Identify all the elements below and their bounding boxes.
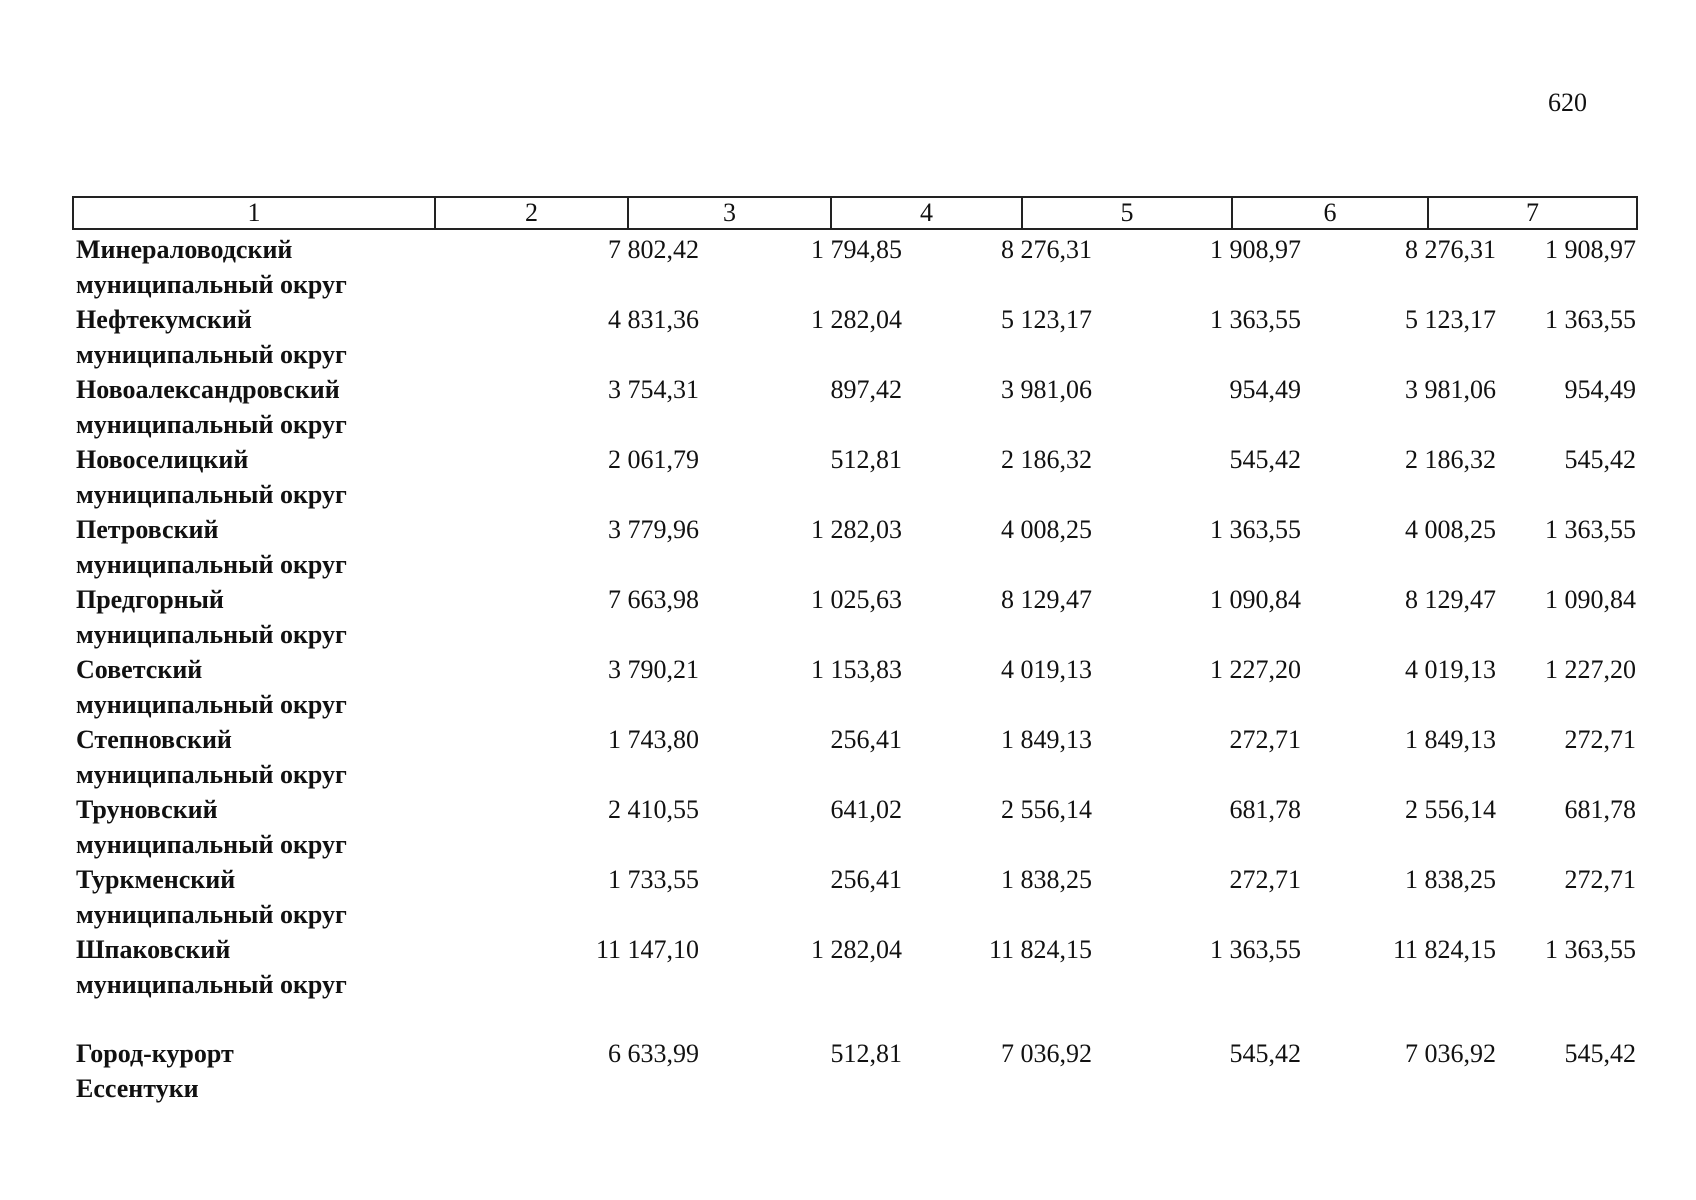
value-col-7: 1 908,97 — [1545, 235, 1636, 264]
value-col-3: 1 282,04 — [811, 305, 902, 334]
value-col-4: 2 556,14 — [1001, 795, 1092, 824]
district-name-line: муниципальный округ — [76, 550, 347, 579]
value-col-7: 1 363,55 — [1545, 935, 1636, 964]
value-col-5: 272,71 — [1229, 865, 1301, 894]
district-name-line: Советский — [76, 655, 203, 684]
value-col-4: 7 036,92 — [1001, 1039, 1092, 1068]
district-name — [76, 232, 406, 302]
table-row — [72, 302, 1636, 372]
district-name — [76, 722, 406, 792]
column-header-6: 6 — [1232, 197, 1428, 229]
value-col-3: 256,41 — [830, 725, 902, 754]
table-row — [72, 1036, 1636, 1106]
district-name — [76, 372, 406, 442]
district-name-line: Туркменский — [76, 865, 236, 894]
district-name-line: муниципальный округ — [76, 970, 347, 999]
district-name-line: муниципальный округ — [76, 900, 347, 929]
district-name — [76, 932, 406, 1002]
value-col-5: 1 227,20 — [1210, 655, 1301, 684]
value-col-3: 512,81 — [830, 1039, 902, 1068]
table-row — [72, 372, 1636, 442]
column-header-7: 7 — [1428, 197, 1637, 229]
value-col-2: 11 147,10 — [595, 935, 699, 964]
value-col-2: 2 061,79 — [608, 445, 699, 474]
table-body — [72, 232, 1636, 1106]
value-col-7: 1 090,84 — [1545, 585, 1636, 614]
value-col-2: 3 754,31 — [608, 375, 699, 404]
value-col-3: 641,02 — [830, 795, 902, 824]
value-col-7: 681,78 — [1564, 795, 1636, 824]
district-name-line: муниципальный округ — [76, 830, 347, 859]
column-header-table — [72, 196, 1638, 230]
column-header-2: 2 — [435, 197, 628, 229]
value-col-3: 256,41 — [830, 865, 902, 894]
district-name-line: Новоселицкий — [76, 445, 249, 474]
value-col-5: 1 363,55 — [1210, 305, 1301, 334]
value-col-5: 1 090,84 — [1210, 585, 1301, 614]
value-col-2: 1 733,55 — [608, 865, 699, 894]
district-name — [76, 792, 406, 862]
value-col-4: 1 849,13 — [1001, 725, 1092, 754]
value-col-6: 8 276,31 — [1405, 235, 1496, 264]
table-row — [72, 232, 1636, 302]
district-name-line: муниципальный округ — [76, 270, 347, 299]
value-col-3: 1 153,83 — [811, 655, 902, 684]
value-col-5: 681,78 — [1229, 795, 1301, 824]
value-col-3: 1 025,63 — [811, 585, 902, 614]
value-col-4: 8 276,31 — [1001, 235, 1092, 264]
value-col-2: 4 831,36 — [608, 305, 699, 334]
district-name-line: муниципальный округ — [76, 340, 347, 369]
value-col-7: 1 227,20 — [1545, 655, 1636, 684]
page-number: 620 — [1548, 88, 1587, 117]
value-col-3: 1 794,85 — [811, 235, 902, 264]
value-col-7: 545,42 — [1564, 1039, 1636, 1068]
value-col-6: 7 036,92 — [1405, 1039, 1496, 1068]
district-name — [76, 302, 406, 372]
value-col-6: 4 019,13 — [1405, 655, 1496, 684]
district-name-line: Минераловодский — [76, 235, 293, 264]
value-col-2: 2 410,55 — [608, 795, 699, 824]
value-col-4: 1 838,25 — [1001, 865, 1092, 894]
district-name-line: Нефтекумский — [76, 305, 252, 334]
column-header-1: 1 — [73, 197, 435, 229]
district-name-line: муниципальный округ — [76, 760, 347, 789]
value-col-5: 954,49 — [1229, 375, 1301, 404]
value-col-2: 3 779,96 — [608, 515, 699, 544]
table-row — [72, 862, 1636, 932]
district-name — [76, 582, 406, 652]
value-col-4: 2 186,32 — [1001, 445, 1092, 474]
value-col-6: 1 849,13 — [1405, 725, 1496, 754]
value-col-3: 1 282,04 — [811, 935, 902, 964]
value-col-6: 4 008,25 — [1405, 515, 1496, 544]
table-row — [72, 932, 1636, 1002]
value-col-4: 4 008,25 — [1001, 515, 1092, 544]
column-header-5: 5 — [1022, 197, 1232, 229]
value-col-5: 1 908,97 — [1210, 235, 1301, 264]
district-name-line: Шпаковский — [76, 935, 231, 964]
column-header-4: 4 — [831, 197, 1022, 229]
district-name — [76, 1036, 406, 1106]
value-col-6: 5 123,17 — [1405, 305, 1496, 334]
district-name-line: муниципальный округ — [76, 480, 347, 509]
value-col-7: 272,71 — [1564, 865, 1636, 894]
value-col-3: 512,81 — [830, 445, 902, 474]
table-row — [72, 792, 1636, 862]
district-name-line: Город-курорт — [76, 1039, 234, 1068]
value-col-2: 7 663,98 — [608, 585, 699, 614]
value-col-7: 954,49 — [1564, 375, 1636, 404]
value-col-5: 545,42 — [1229, 1039, 1301, 1068]
value-col-6: 11 824,15 — [1392, 935, 1496, 964]
value-col-3: 897,42 — [830, 375, 902, 404]
value-col-4: 5 123,17 — [1001, 305, 1092, 334]
value-col-6: 2 186,32 — [1405, 445, 1496, 474]
district-name — [76, 512, 406, 582]
value-col-5: 1 363,55 — [1210, 935, 1301, 964]
district-name-line: Предгорный — [76, 585, 224, 614]
table-row — [72, 442, 1636, 512]
value-col-7: 1 363,55 — [1545, 515, 1636, 544]
district-name — [76, 862, 406, 932]
value-col-2: 7 802,42 — [608, 235, 699, 264]
district-name-line: муниципальный округ — [76, 690, 347, 719]
district-name-line: муниципальный округ — [76, 410, 347, 439]
value-col-7: 545,42 — [1564, 445, 1636, 474]
district-name-line: муниципальный округ — [76, 620, 347, 649]
value-col-2: 6 633,99 — [608, 1039, 699, 1068]
value-col-7: 272,71 — [1564, 725, 1636, 754]
value-col-7: 1 363,55 — [1545, 305, 1636, 334]
value-col-4: 4 019,13 — [1001, 655, 1092, 684]
value-col-6: 2 556,14 — [1405, 795, 1496, 824]
table-row — [72, 582, 1636, 652]
value-col-5: 1 363,55 — [1210, 515, 1301, 544]
column-header-row — [73, 197, 1637, 229]
value-col-3: 1 282,03 — [811, 515, 902, 544]
district-name — [76, 652, 406, 722]
district-name-line: Новоалександровский — [76, 375, 340, 404]
value-col-6: 8 129,47 — [1405, 585, 1496, 614]
value-col-2: 1 743,80 — [608, 725, 699, 754]
value-col-4: 8 129,47 — [1001, 585, 1092, 614]
district-name-line: Труновский — [76, 795, 218, 824]
value-col-4: 11 824,15 — [988, 935, 1092, 964]
district-name-line: Петровский — [76, 515, 219, 544]
value-col-5: 545,42 — [1229, 445, 1301, 474]
value-col-6: 1 838,25 — [1405, 865, 1496, 894]
value-col-4: 3 981,06 — [1001, 375, 1092, 404]
value-col-2: 3 790,21 — [608, 655, 699, 684]
district-name-line: Ессентуки — [76, 1074, 199, 1103]
table-row — [72, 652, 1636, 722]
district-name — [76, 442, 406, 512]
column-header-3: 3 — [628, 197, 831, 229]
value-col-5: 272,71 — [1229, 725, 1301, 754]
value-col-6: 3 981,06 — [1405, 375, 1496, 404]
district-name-line: Степновский — [76, 725, 232, 754]
table-row — [72, 722, 1636, 792]
table-row — [72, 512, 1636, 582]
